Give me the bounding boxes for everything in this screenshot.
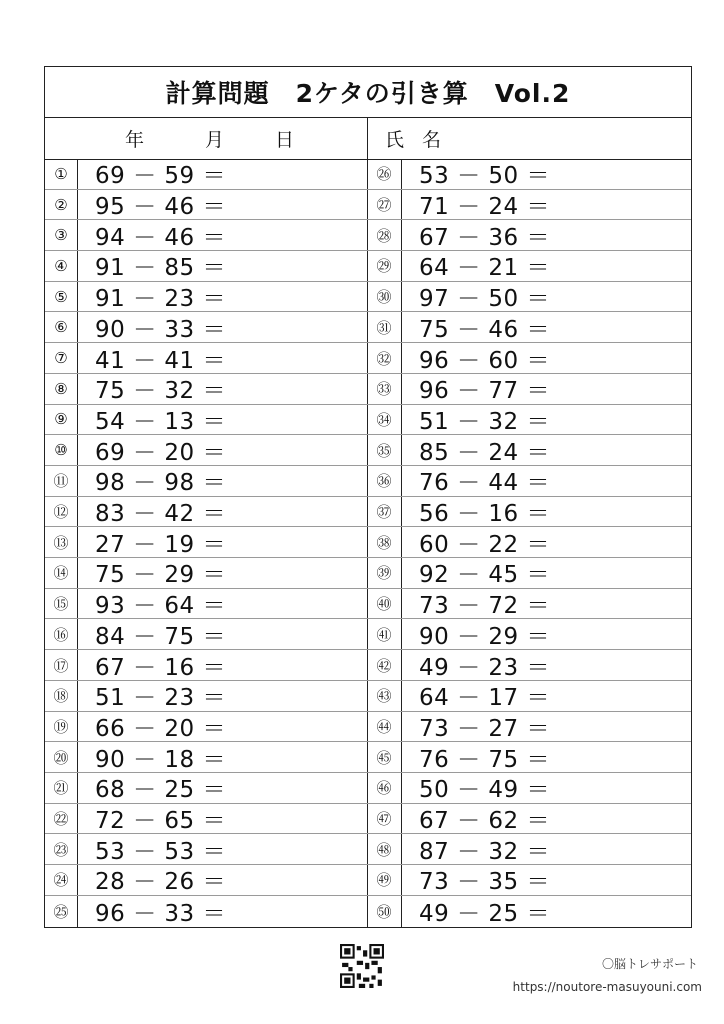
problem-expression: 91 － 85 ＝ <box>95 255 226 282</box>
problem-row <box>45 558 367 589</box>
problem-number: ⑧ <box>54 379 68 398</box>
problem-expression: 67 － 62 ＝ <box>419 808 550 835</box>
problem-number: ㊳ <box>376 533 392 552</box>
problem-expression: 87 － 32 ＝ <box>419 838 550 865</box>
problem-row <box>367 313 691 344</box>
problem-number: ④ <box>54 256 68 275</box>
year-label: 年 <box>125 128 145 151</box>
problem-expression: 94 － 46 ＝ <box>95 224 226 251</box>
problem-number: ㉓ <box>53 840 69 859</box>
problem-expression: 90 － 18 ＝ <box>95 746 226 773</box>
problem-expression: 85 － 24 ＝ <box>419 439 550 466</box>
problem-number: ㊲ <box>376 503 392 522</box>
problem-number: ⑨ <box>54 410 68 429</box>
problem-row <box>45 159 367 190</box>
problem-number: ㉔ <box>53 871 69 890</box>
problem-number: ⑫ <box>53 503 69 522</box>
problem-expression: 66 － 20 ＝ <box>95 715 226 742</box>
problem-column-right <box>367 159 691 927</box>
problem-row <box>45 527 367 558</box>
problem-expression: 96 － 60 ＝ <box>419 347 550 374</box>
problem-row <box>367 773 691 804</box>
problem-expression: 49 － 25 ＝ <box>419 900 550 927</box>
problem-expression: 76 － 75 ＝ <box>419 746 550 773</box>
problem-row <box>45 742 367 773</box>
problem-row <box>45 589 367 620</box>
problem-row <box>367 589 691 620</box>
problem-row <box>367 865 691 896</box>
problem-number: ① <box>54 164 68 183</box>
problem-expression: 75 － 32 ＝ <box>95 378 226 405</box>
problem-expression: 75 － 46 ＝ <box>419 316 550 343</box>
problem-number: ⑮ <box>53 595 69 614</box>
problem-expression: 49 － 23 ＝ <box>419 654 550 681</box>
problem-expression: 71 － 24 ＝ <box>419 194 550 221</box>
problem-row <box>45 343 367 374</box>
day-label: 日 <box>275 128 295 151</box>
problem-row <box>45 282 367 313</box>
problem-row <box>367 159 691 190</box>
problem-number: ㊶ <box>376 625 392 644</box>
problem-number: ㉘ <box>376 226 392 245</box>
problem-row <box>367 190 691 221</box>
site-url[interactable]: https://noutore-masuyouni.com <box>512 980 702 994</box>
month-label: 月 <box>205 128 225 151</box>
problem-number: ② <box>54 195 68 214</box>
worksheet-title: 計算問題 2ケタの引き算 Vol.2 <box>45 67 691 118</box>
problem-number: ㊵ <box>376 595 392 614</box>
problem-expression: 75 － 29 ＝ <box>95 562 226 589</box>
problem-expression: 67 － 16 ＝ <box>95 654 226 681</box>
problem-row <box>367 834 691 865</box>
problem-row <box>367 742 691 773</box>
problem-number: ㉖ <box>376 165 392 184</box>
problem-expression: 27 － 19 ＝ <box>95 531 226 558</box>
problem-expression: 51 － 32 ＝ <box>419 408 550 435</box>
problem-row <box>367 650 691 681</box>
problem-expression: 54 － 13 ＝ <box>95 408 226 435</box>
problem-row <box>45 405 367 436</box>
problem-expression: 64 － 17 ＝ <box>419 685 550 712</box>
problem-expression: 69 － 20 ＝ <box>95 439 226 466</box>
problem-number: ㊿ <box>376 902 392 921</box>
problem-expression: 28 － 26 ＝ <box>95 869 226 896</box>
problem-expression: 64 － 21 ＝ <box>419 255 550 282</box>
problem-number: ㉑ <box>53 779 69 798</box>
brand-label: 〇脳トレサポート <box>601 957 698 971</box>
problem-row <box>367 712 691 743</box>
problem-row <box>367 282 691 313</box>
problem-number: ㊾ <box>376 871 392 890</box>
problem-number: ⑪ <box>53 472 69 491</box>
problem-number: ⑱ <box>53 687 69 706</box>
problem-row <box>45 865 367 896</box>
problem-number: ㊻ <box>376 779 392 798</box>
problem-number: ⑥ <box>54 318 68 337</box>
problem-row <box>367 681 691 712</box>
problem-row <box>367 620 691 651</box>
problem-row <box>367 374 691 405</box>
problem-expression: 73 － 27 ＝ <box>419 715 550 742</box>
problem-number: ㉒ <box>53 810 69 829</box>
problem-row <box>367 896 691 927</box>
problem-number: ㉝ <box>376 380 392 399</box>
qr-code-icon <box>340 944 384 988</box>
date-field[interactable] <box>45 117 368 159</box>
problem-row <box>45 896 367 927</box>
problem-row <box>45 466 367 497</box>
problem-number: ⑬ <box>53 533 69 552</box>
problem-expression: 72 － 65 ＝ <box>95 808 226 835</box>
problem-expression: 73 － 35 ＝ <box>419 869 550 896</box>
problem-number: ㊱ <box>376 472 392 491</box>
problem-expression: 95 － 46 ＝ <box>95 194 226 221</box>
problem-expression: 83 － 42 ＝ <box>95 501 226 528</box>
problem-row <box>45 834 367 865</box>
problem-row <box>45 650 367 681</box>
problem-number: ㊺ <box>376 748 392 767</box>
problem-expression: 96 － 77 ＝ <box>419 378 550 405</box>
problem-number: ㉚ <box>376 288 392 307</box>
problem-number: ㊷ <box>376 656 392 675</box>
problem-row <box>45 681 367 712</box>
problem-expression: 92 － 45 ＝ <box>419 562 550 589</box>
problem-row <box>367 804 691 835</box>
problem-number: ㊼ <box>376 810 392 829</box>
problem-expression: 91 － 23 ＝ <box>95 286 226 313</box>
problem-number: ㊹ <box>376 717 392 736</box>
problem-row <box>367 220 691 251</box>
problem-row <box>367 343 691 374</box>
problem-number: ㉙ <box>376 257 392 276</box>
problem-row <box>45 374 367 405</box>
problem-number: ㉛ <box>376 318 392 337</box>
problem-row <box>367 497 691 528</box>
problem-expression: 97 － 50 ＝ <box>419 286 550 313</box>
problem-expression: 41 － 41 ＝ <box>95 347 226 374</box>
problem-row <box>45 190 367 221</box>
problem-number: ㉗ <box>376 196 392 215</box>
problem-number: ⑩ <box>54 441 68 460</box>
problem-row <box>45 773 367 804</box>
problem-row <box>367 405 691 436</box>
problem-expression: 69 － 59 ＝ <box>95 163 226 190</box>
problem-row <box>45 712 367 743</box>
problem-number: ⑳ <box>53 748 69 767</box>
name-label: 氏 名 <box>385 128 448 151</box>
worksheet <box>44 66 692 928</box>
problem-number: ⑲ <box>53 717 69 736</box>
problem-number: ㉜ <box>376 349 392 368</box>
problem-number: ㊴ <box>376 564 392 583</box>
problem-expression: 98 － 98 ＝ <box>95 470 226 497</box>
problem-expression: 90 － 33 ＝ <box>95 316 226 343</box>
problem-expression: 93 － 64 ＝ <box>95 593 226 620</box>
problem-number: ③ <box>54 226 68 245</box>
header-row <box>45 117 691 160</box>
problem-number: ㊽ <box>376 840 392 859</box>
problem-expression: 50 － 49 ＝ <box>419 777 550 804</box>
problem-number: ⑯ <box>53 625 69 644</box>
problem-row <box>45 220 367 251</box>
problem-number: ㉞ <box>376 410 392 429</box>
problem-expression: 73 － 72 ＝ <box>419 593 550 620</box>
problem-expression: 53 － 53 ＝ <box>95 838 226 865</box>
problem-expression: 68 － 25 ＝ <box>95 777 226 804</box>
problem-row <box>45 620 367 651</box>
problem-column-left <box>45 159 368 927</box>
problem-number: ⑤ <box>54 287 68 306</box>
problem-expression: 51 － 23 ＝ <box>95 685 226 712</box>
problem-expression: 90 － 29 ＝ <box>419 623 550 650</box>
problem-row <box>367 466 691 497</box>
problem-row <box>45 251 367 282</box>
problem-expression: 76 － 44 ＝ <box>419 470 550 497</box>
problem-expression: 67 － 36 ＝ <box>419 224 550 251</box>
problem-number: ⑭ <box>53 564 69 583</box>
problem-number: ⑦ <box>54 349 68 368</box>
problem-expression: 60 － 22 ＝ <box>419 531 550 558</box>
problem-expression: 84 － 75 ＝ <box>95 623 226 650</box>
problem-number: ㊸ <box>376 687 392 706</box>
problem-row <box>45 497 367 528</box>
problem-expression: 96 － 33 ＝ <box>95 900 226 927</box>
problem-number: ⑰ <box>53 656 69 675</box>
problem-row <box>45 804 367 835</box>
problem-row <box>367 435 691 466</box>
problem-row <box>367 251 691 282</box>
problem-number: ㉟ <box>376 441 392 460</box>
problem-expression: 56 － 16 ＝ <box>419 501 550 528</box>
problem-row <box>45 435 367 466</box>
problem-row <box>367 558 691 589</box>
problem-number: ㉕ <box>53 902 69 921</box>
problem-row <box>367 527 691 558</box>
problem-row <box>45 313 367 344</box>
problem-expression: 53 － 50 ＝ <box>419 163 550 190</box>
